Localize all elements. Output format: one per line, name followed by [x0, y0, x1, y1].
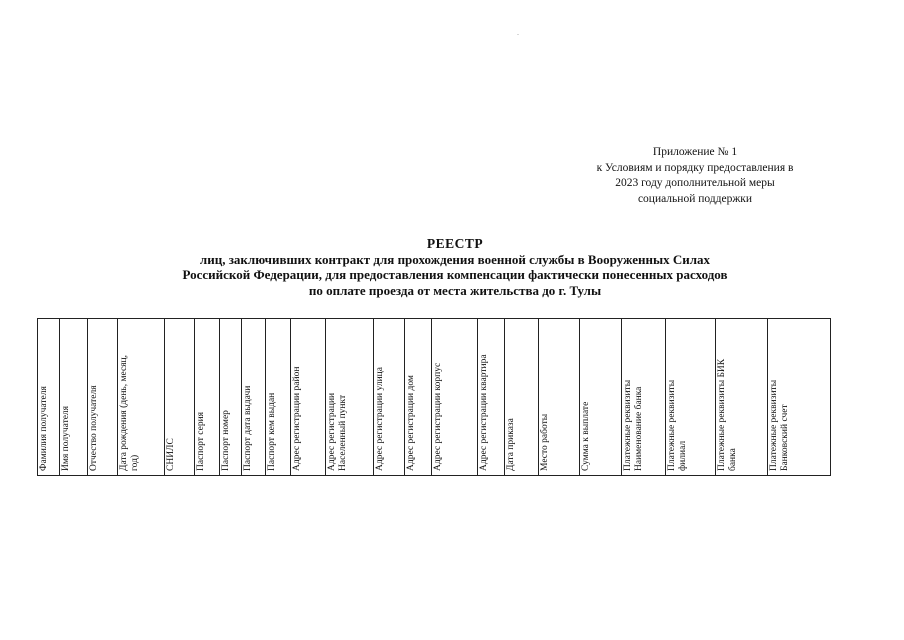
header-cell [580, 319, 622, 476]
header-cell [539, 319, 580, 476]
header-cell [505, 319, 539, 476]
column-header: Адрес регистрации район [292, 366, 302, 471]
column-header: Место работы [540, 413, 550, 471]
column-header: Паспорт кем выдан [267, 392, 277, 471]
header-cell [220, 319, 242, 476]
column-header: Платежные реквизиты филиал [667, 379, 688, 471]
column-header: Адрес регистрации квартира [479, 354, 489, 471]
column-header: Дата приказа [506, 418, 516, 471]
column-header: Сумма к выплате [581, 401, 591, 471]
header-cell [242, 319, 266, 476]
header-cell [266, 319, 291, 476]
header-cell [326, 319, 374, 476]
header-cell [374, 319, 405, 476]
header-cell [291, 319, 326, 476]
registry-table [37, 318, 831, 476]
table-header-row [38, 319, 831, 476]
column-header: Адрес регистрации Населенный пункт [327, 392, 348, 471]
header-cell [666, 319, 716, 476]
appendix-note [560, 145, 830, 207]
header-cell [60, 319, 88, 476]
column-header: Фамилия получателя [39, 386, 49, 471]
header-cell [118, 319, 165, 476]
column-header: Дата рождения (день, месяц, год) [119, 355, 140, 471]
column-header: Паспорт серия [196, 411, 206, 471]
title-line-1: лиц, заключивших контракт для прохождения военной службы в Вооруженных Силах [199, 251, 711, 267]
column-header: Платежные реквизиты БИК банка [717, 358, 738, 471]
header-cell [38, 319, 60, 476]
header-cell [716, 319, 768, 476]
title-line-2: Российской Федерации, для предоставления компенсации фактически понесенных расходов [182, 267, 728, 282]
appendix-line-3: 2023 году дополнительной меры [615, 177, 775, 189]
appendix-line-4: социальной поддержки [637, 192, 753, 205]
column-header: Отчество получателя [89, 385, 99, 471]
column-header: Паспорт номер [221, 410, 231, 471]
header-cell [768, 319, 831, 476]
column-header: Платежные реквизиты Банковский счет [769, 379, 790, 471]
header-cell [165, 319, 195, 476]
header-cell [195, 319, 220, 476]
title-line-3: по оплате проезда от места жительства до г. Тулы [308, 282, 602, 298]
column-header: Адрес регистрации корпус [433, 362, 443, 471]
scan-speck [517, 34, 519, 35]
column-header: Имя получателя [61, 405, 71, 471]
header-cell [622, 319, 666, 476]
column-header: Адрес регистрации улица [375, 367, 385, 471]
column-header: Адрес регистрации дом [406, 375, 416, 471]
column-header: Платежные реквизиты Наименование банка [623, 379, 644, 471]
header-cell [432, 319, 478, 476]
title-heading: РЕЕСТР [426, 236, 484, 251]
header-cell [405, 319, 432, 476]
document-title [100, 236, 810, 298]
header-cell [88, 319, 118, 476]
header-cell [478, 319, 505, 476]
column-header: СНИЛС [166, 438, 176, 471]
column-header: Паспорт дата выдачи [243, 385, 253, 471]
appendix-line-1: Приложение № 1 [652, 146, 738, 158]
appendix-line-2: к Условиям и порядку предоставления в [596, 161, 794, 174]
